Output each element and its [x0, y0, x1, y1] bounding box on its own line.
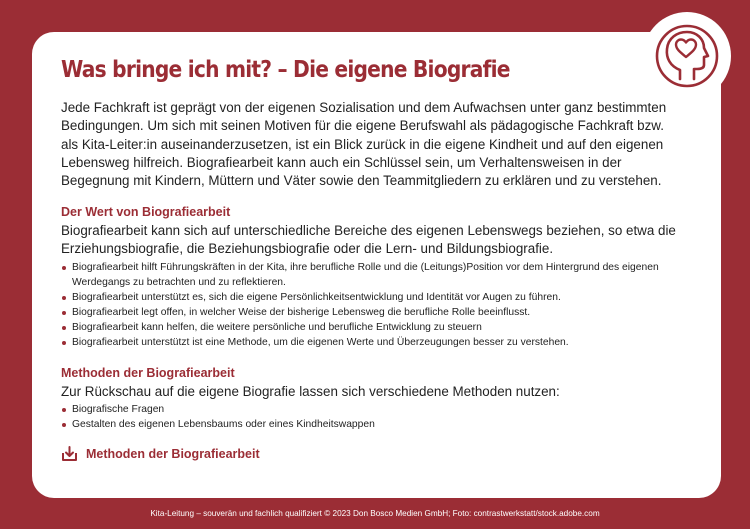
section-text-methods: Zur Rückschau auf die eigene Biografie lassen sich verschiedene Methoden nutzen:	[61, 384, 560, 399]
list-item: Biografiearbeit unterstützt es, sich die eigene Persönlichkeitsentwicklung und Identität vor Augen zu führen.	[61, 290, 701, 305]
footer-copyright: Kita-Leitung – souverän und fachlich qualifiziert © 2023 Don Bosco Medien GmbH; Foto: contrastwerkstatt/stock.adobe.com	[150, 509, 600, 518]
intro-paragraph: Jede Fachkraft ist geprägt von der eigenen Sozialisation und dem Aufwachsen unter ganz bestimmten Bedingungen. Um sich mit seinen Motiven für die eigene Berufswahl als pädagogische Fachkraft bzw. als Kita-Leiter:in auseinanderzusetzen, ist ein Blick zurück in die eigene Kindheit und auf den eigenen Lebensweg hilfreich. Biografiearbeit kann auch ein Schlüssel sein, um Verhaltensweisen in der Begegnung mit Kindern, Müttern und Väter sowie den Teammitgliedern zu erklären und zu verstehen.	[61, 100, 667, 189]
methods-bullet-list	[61, 402, 701, 432]
section-heading-methods: Methoden der Biografiearbeit	[61, 366, 235, 380]
section-heading-value: Der Wert von Biografiearbeit	[61, 205, 231, 219]
section-text-value: Biografiearbeit kann sich auf unterschiedliche Bereiche des eigenen Lebenswegs beziehen, so etwa die Erziehungsbiografie, die Beziehungsbiografie oder die Lern- und Bildungsbiografie.	[61, 223, 676, 256]
list-item: Gestalten des eigenen Lebensbaums oder eines Kindheitswappen	[61, 417, 701, 432]
page-title: Was bringe ich mit? – Die eigene Biografie	[61, 57, 510, 83]
list-item: Biografiearbeit hilft Führungskräften in der Kita, ihre berufliche Rolle und die (Leitungs)Position vor dem Hintergrund des eigenen Werdegangs zu betrachten und zu reflektieren.	[61, 260, 701, 290]
download-icon	[61, 445, 78, 462]
download-methods-link[interactable]	[61, 445, 260, 462]
badge	[643, 12, 731, 100]
list-item: Biografische Fragen	[61, 402, 701, 417]
list-item: Biografiearbeit legt offen, in welcher Weise der bisherige Lebensweg die berufliche Rolle beeinflusst.	[61, 305, 701, 320]
head-heart-icon	[654, 23, 720, 89]
download-link-label[interactable]: Methoden der Biografiearbeit	[86, 446, 260, 461]
list-item: Biografiearbeit kann helfen, die weitere persönliche und berufliche Entwicklung zu steuern	[61, 320, 701, 335]
list-item: Biografiearbeit unterstützt ist eine Methode, um die eigenen Werte und Überzeugungen besser zu verstehen.	[61, 335, 701, 350]
value-bullet-list	[61, 260, 701, 350]
